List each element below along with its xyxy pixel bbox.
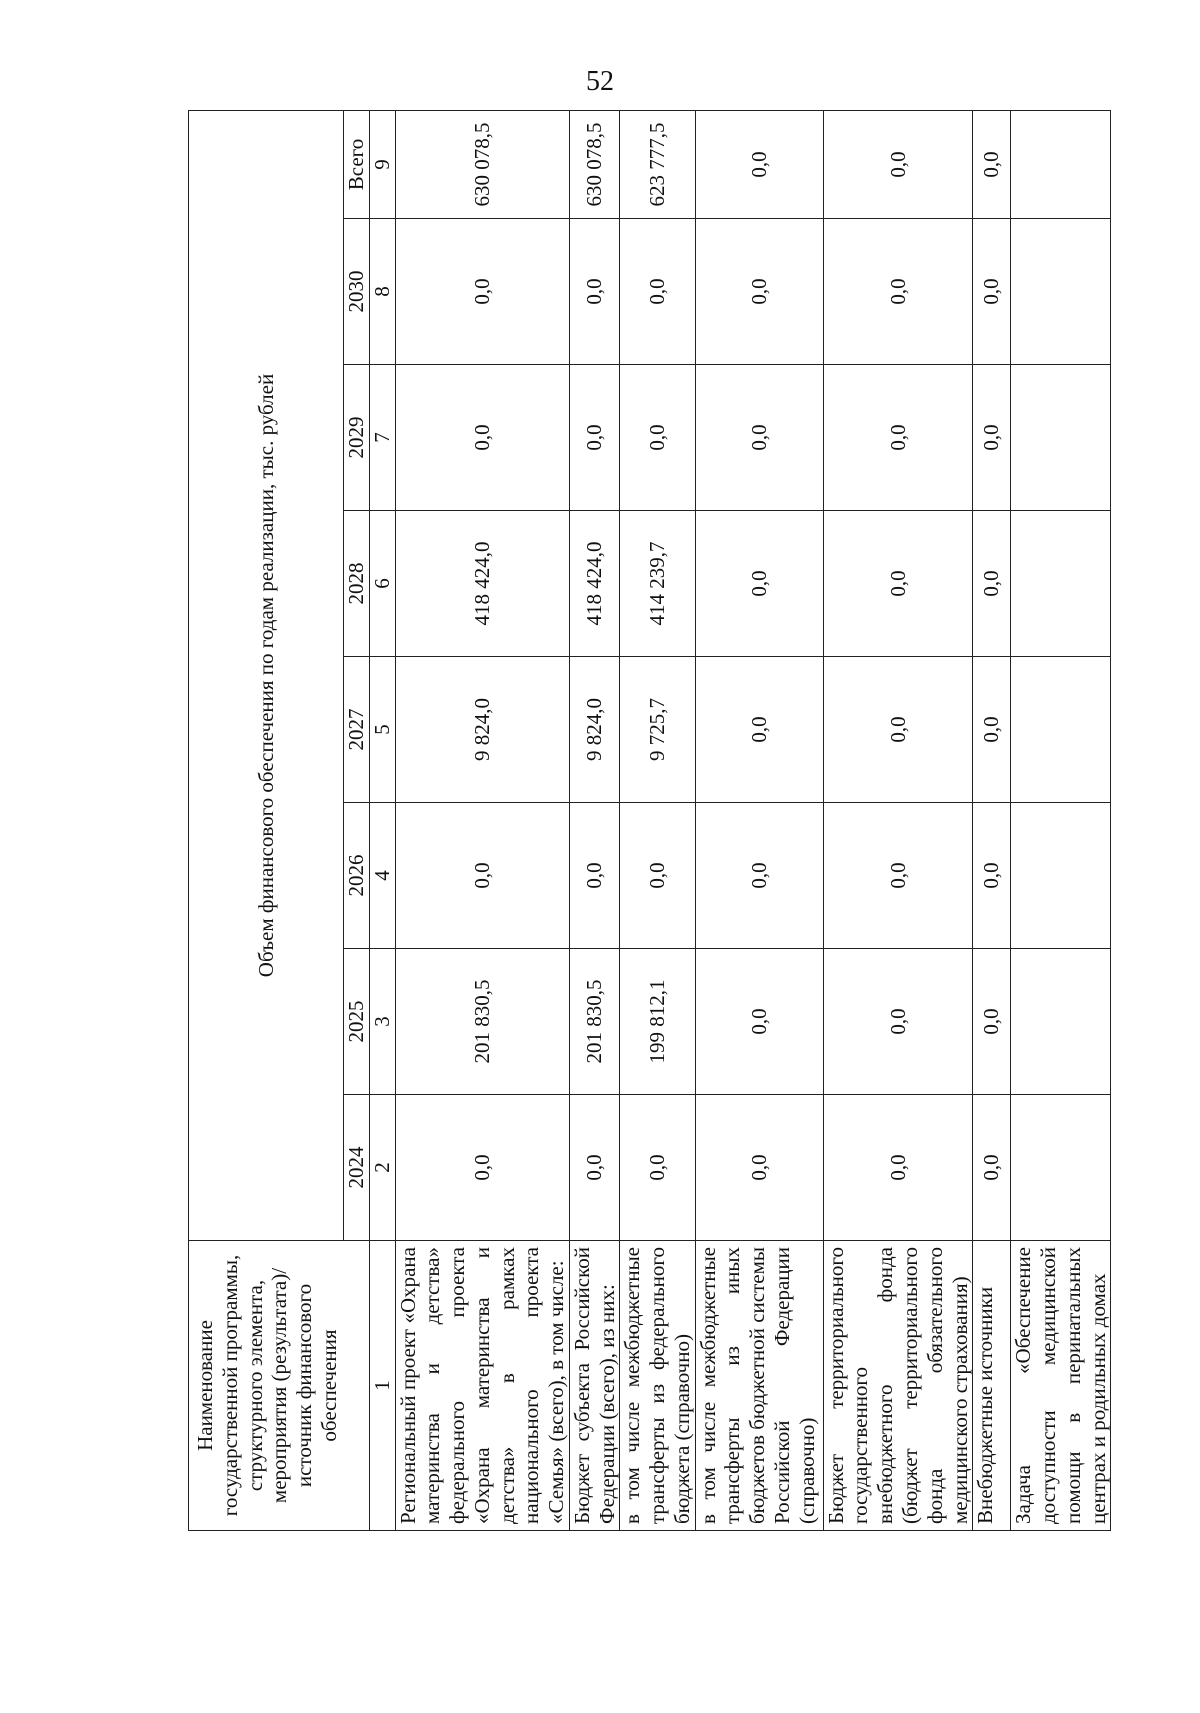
value-cell: 0,0 bbox=[695, 219, 823, 365]
column-number: 5 bbox=[369, 657, 395, 803]
value-cell: 0,0 bbox=[695, 803, 823, 949]
column-number: 2 bbox=[369, 1095, 395, 1241]
year-header: 2025 bbox=[344, 949, 370, 1095]
value-cell: 0,0 bbox=[620, 219, 695, 365]
table-row bbox=[973, 110, 1011, 1530]
value-cell: 9 824,0 bbox=[569, 657, 620, 803]
value-cell: 0,0 bbox=[973, 949, 1011, 1095]
header-name: Наименование государственной программы, структурного элемента, мероприятия (результата)/источник финансового обеспечения bbox=[189, 1241, 370, 1531]
table-row bbox=[1011, 110, 1111, 1530]
value-cell: 414 239,7 bbox=[620, 511, 695, 657]
year-header: 2026 bbox=[344, 803, 370, 949]
rotated-table-wrapper bbox=[188, 111, 1110, 1531]
value-cell: 9 824,0 bbox=[395, 657, 569, 803]
table-row bbox=[695, 110, 823, 1530]
value-cell: 0,0 bbox=[973, 657, 1011, 803]
value-cell: 0,0 bbox=[973, 1095, 1011, 1241]
value-cell: 0,0 bbox=[695, 511, 823, 657]
value-cell: 0,0 bbox=[823, 219, 973, 365]
value-cell: 199 812,1 bbox=[620, 949, 695, 1095]
value-cell: 0,0 bbox=[395, 1095, 569, 1241]
table-row bbox=[569, 110, 620, 1530]
value-cell: 0,0 bbox=[823, 657, 973, 803]
column-number: 6 bbox=[369, 511, 395, 657]
table-row bbox=[823, 110, 973, 1530]
value-cell: 0,0 bbox=[823, 365, 973, 511]
value-cell: 201 830,5 bbox=[395, 949, 569, 1095]
value-cell: 0,0 bbox=[395, 803, 569, 949]
value-cell: 0,0 bbox=[395, 365, 569, 511]
row-label: Внебюджетные источники bbox=[973, 1241, 1011, 1531]
total-cell: 0,0 bbox=[823, 110, 973, 218]
row-label: Региональный проект «Охрана материнства и детства» федерального проекта «Охрана материнства и детства» в рамках национального проекта «Семья» (всего), в том числе: bbox=[395, 1241, 569, 1531]
value-cell bbox=[1011, 511, 1111, 657]
year-header: 2029 bbox=[344, 365, 370, 511]
row-label: Задача «Обеспечение доступности медицинской помощи в перинатальных центрах и родильных домах bbox=[1011, 1241, 1111, 1531]
total-header: Всего bbox=[344, 110, 370, 218]
row-label: Бюджет территориального государственного внебюджетного фонда (бюджет территориального фонда обязательного медицинского страхования) bbox=[823, 1241, 973, 1531]
value-cell: 418 424,0 bbox=[395, 511, 569, 657]
value-cell: 9 725,7 bbox=[620, 657, 695, 803]
row-label: Бюджет субъекта Российской Федерации (всего), из них: bbox=[569, 1241, 620, 1531]
column-number: 8 bbox=[369, 219, 395, 365]
value-cell bbox=[1011, 219, 1111, 365]
value-cell bbox=[1011, 1095, 1111, 1241]
column-number: 3 bbox=[369, 949, 395, 1095]
total-cell bbox=[1011, 110, 1111, 218]
value-cell: 0,0 bbox=[823, 803, 973, 949]
total-cell: 0,0 bbox=[695, 110, 823, 218]
value-cell: 0,0 bbox=[569, 1095, 620, 1241]
value-cell: 0,0 bbox=[695, 657, 823, 803]
value-cell: 0,0 bbox=[620, 803, 695, 949]
value-cell: 418 424,0 bbox=[569, 511, 620, 657]
year-header: 2028 bbox=[344, 511, 370, 657]
row-label: в том числе межбюджетные трансферты из федерального бюджета (справочно) bbox=[620, 1241, 695, 1531]
value-cell: 0,0 bbox=[823, 1095, 973, 1241]
value-cell: 0,0 bbox=[569, 803, 620, 949]
value-cell: 0,0 bbox=[620, 365, 695, 511]
total-cell: 0,0 bbox=[973, 110, 1011, 218]
table-row bbox=[620, 110, 695, 1530]
value-cell: 0,0 bbox=[695, 1095, 823, 1241]
value-cell: 0,0 bbox=[973, 803, 1011, 949]
row-label: в том числе межбюджетные трансферты из иных бюджетов бюджетной системы Российской Федерации (справочно) bbox=[695, 1241, 823, 1531]
value-cell: 201 830,5 bbox=[569, 949, 620, 1095]
total-cell: 630 078,5 bbox=[569, 110, 620, 218]
value-cell bbox=[1011, 365, 1111, 511]
value-cell bbox=[1011, 657, 1111, 803]
header-volume: Объем финансового обеспечения по годам реализации, тыс. рублей bbox=[189, 110, 344, 1240]
total-cell: 623 777,5 bbox=[620, 110, 695, 218]
value-cell: 0,0 bbox=[823, 949, 973, 1095]
column-number: 9 bbox=[369, 110, 395, 218]
value-cell: 0,0 bbox=[973, 365, 1011, 511]
financing-table bbox=[188, 110, 1111, 1531]
value-cell: 0,0 bbox=[395, 219, 569, 365]
value-cell: 0,0 bbox=[973, 219, 1011, 365]
value-cell: 0,0 bbox=[569, 365, 620, 511]
column-number: 4 bbox=[369, 803, 395, 949]
value-cell: 0,0 bbox=[823, 511, 973, 657]
page-number: 52 bbox=[586, 66, 614, 97]
column-number: 1 bbox=[369, 1241, 395, 1531]
value-cell: 0,0 bbox=[620, 1095, 695, 1241]
value-cell: 0,0 bbox=[695, 365, 823, 511]
total-cell: 630 078,5 bbox=[395, 110, 569, 218]
value-cell: 0,0 bbox=[973, 511, 1011, 657]
column-number: 7 bbox=[369, 365, 395, 511]
year-header: 2027 bbox=[344, 657, 370, 803]
year-header: 2024 bbox=[344, 1095, 370, 1241]
value-cell bbox=[1011, 803, 1111, 949]
table-row bbox=[395, 110, 569, 1530]
value-cell bbox=[1011, 949, 1111, 1095]
year-header: 2030 bbox=[344, 219, 370, 365]
value-cell: 0,0 bbox=[569, 219, 620, 365]
value-cell: 0,0 bbox=[695, 949, 823, 1095]
